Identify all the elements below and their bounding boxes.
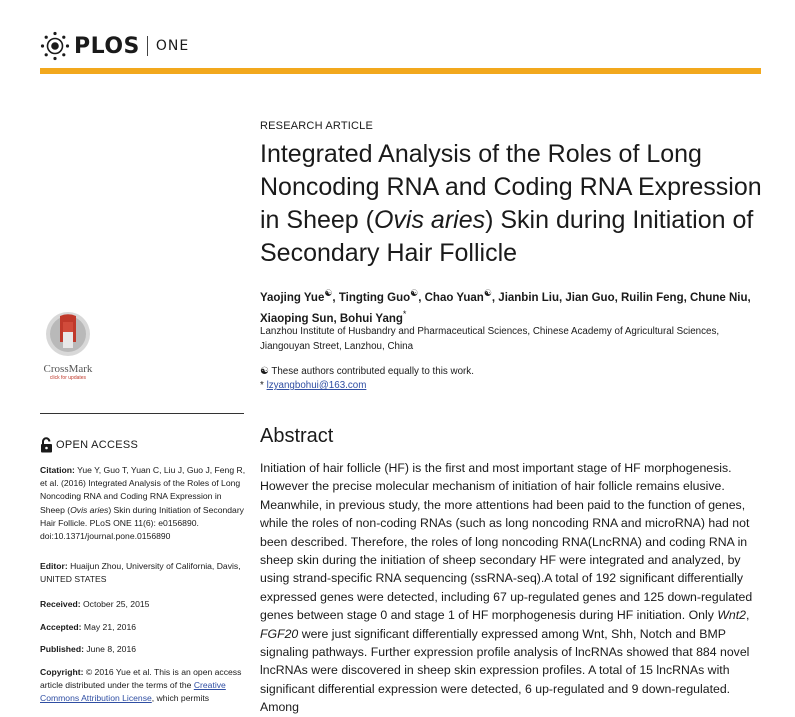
- copyright-text: © 2016 Yue et al. This is an open access article distributed under the terms of the: [40, 667, 242, 691]
- open-access-badge: [40, 437, 138, 453]
- title-part1: Integrated Analysis of the Roles of Long Noncoding RNA and Coding RNA Expression in Sheep (: [260, 140, 762, 234]
- title-species: Ovis aries: [373, 206, 486, 234]
- author-name[interactable]: Chune Niu: [689, 291, 748, 304]
- author-separator: ,: [683, 291, 690, 304]
- author-separator: ,: [614, 291, 621, 304]
- received-date: [40, 598, 246, 611]
- author-mark: ☯: [483, 288, 492, 298]
- contribution-note: [260, 364, 474, 379]
- author-name[interactable]: Chao Yuan: [424, 291, 484, 304]
- gene-wnt2: Wnt2: [717, 608, 747, 623]
- citation-label: Citation:: [40, 465, 75, 475]
- published-date: [40, 643, 246, 656]
- contrib-symbol: ☯: [260, 366, 269, 377]
- corresponding-author: [260, 378, 366, 393]
- author-list: [260, 285, 765, 327]
- citation-text-end: ) Skin during Initiation of Secondary Hair Follicle. PLoS ONE 11(6): e0156890. doi:10.1371/journal.pone.0156890: [40, 504, 244, 542]
- editor: [40, 560, 246, 586]
- accepted-text: May 21, 2016: [81, 622, 137, 632]
- accepted-label: Accepted:: [40, 622, 82, 632]
- copyright-text-end: , which permits: [151, 693, 210, 704]
- citation-species: Ovis aries: [70, 504, 109, 515]
- crossmark-label: CrossMark: [43, 363, 93, 375]
- citation-text: Yue Y, Guo T, Yuan C, Liu J, Guo J, Feng R, et al. (2016) Integrated Analysis of the Roles of Long Noncoding RNA and Coding RNA Expression in Sheep (: [40, 465, 246, 515]
- author-mark: ☯: [324, 288, 333, 298]
- citation: [40, 464, 246, 543]
- accepted-date: [40, 621, 246, 634]
- plos-sun-icon: [40, 31, 70, 61]
- open-lock-icon: [40, 437, 53, 453]
- open-access-label: OPEN ACCESS: [56, 439, 139, 451]
- author-name[interactable]: Jianbin Liu: [498, 291, 559, 304]
- crossmark-icon: [43, 310, 93, 358]
- corr-email-link[interactable]: lzyangbohui@163.com: [266, 380, 367, 391]
- author-name[interactable]: Tingting Guo: [338, 291, 411, 304]
- editor-label: Editor:: [40, 561, 68, 571]
- contrib-text: These authors contributed equally to this work.: [271, 366, 474, 377]
- gene-fgf20: FGF20: [260, 626, 299, 641]
- author-name[interactable]: Yaojing Yue: [260, 291, 325, 304]
- author-separator: ,: [418, 291, 425, 304]
- author-separator: ,: [332, 291, 339, 304]
- author-separator: ,: [559, 291, 566, 304]
- copyright-label: Copyright:: [40, 667, 84, 677]
- author-name[interactable]: Jian Guo: [565, 291, 615, 304]
- author-name[interactable]: Bohui Yang: [339, 312, 403, 325]
- received-label: Received:: [40, 599, 81, 609]
- journal-name: PLOS: [74, 33, 140, 59]
- title-part2: ) Skin during Initiation of Secondary Hair Follicle: [260, 206, 754, 267]
- author-name[interactable]: Ruilin Feng: [620, 291, 684, 304]
- gene-separator: ,: [746, 608, 750, 623]
- abstract-heading: Abstract: [260, 425, 334, 447]
- article-type: RESEARCH ARTICLE: [260, 120, 374, 132]
- published-text: June 8, 2016: [83, 644, 137, 654]
- author-mark: ☯: [410, 288, 419, 298]
- abstract-part2: were just significant differentially expressed among Wnt, Shh, Notch and BMP signaling pathways. Further expression profile analysis of lncRNAs showed that 884 novel lncRNAs were discovered in sheep skin expression profiles. A total of 15 lncRNAs with significant differential expression were detected, 6 up-regulated and 9 down-regulated. Among: [260, 626, 750, 715]
- journal-sub: ONE: [155, 38, 190, 54]
- abstract-part1: Initiation of hair follicle (HF) is the first and most important stage of HF morphogenesis. However the precise molecular mechanism of initiation of hair follicle remains elusive. Meanwhile, in previous study, the more attentions had been paid to the function of genes, while the roles of non-coding RNAs (such as long noncoding RNA and microRNA) had not been described. Therefore, the roles of long noncoding RNA(LncRNA) and coding RNA in sheep skin during the initiation of sheep secondary HF were integrated and analyzed, by using strand-specific RNA sequencing (ssRNA-seq).A total of 192 significant differentially expressed genes were detected, including 67 up-regulated genes and 125 down-regulated genes between stage 0 and stage 1 of HF morphogenesis during HF initiation. Only: [260, 461, 753, 623]
- author-name[interactable]: Xiaoping Sun: [260, 312, 334, 325]
- affiliation: Lanzhou Institute of Husbandry and Pharmaceutical Sciences, Chinese Academy of Agricultural Sciences, Jiangouyan Street, Lanzhou, China: [260, 326, 720, 352]
- logo-divider: [147, 36, 148, 56]
- editor-text: Huaijun Zhou, University of California, Davis, UNITED STATES: [40, 561, 241, 585]
- crossmark-badge[interactable]: [40, 310, 96, 381]
- published-label: Published:: [40, 644, 84, 654]
- article-title: [260, 138, 770, 270]
- author-separator: ,: [333, 312, 340, 325]
- corr-symbol: *: [260, 380, 264, 391]
- crossmark-sublabel: click for updates: [49, 375, 87, 381]
- abstract-text: [260, 459, 760, 717]
- author-separator: ,: [491, 291, 499, 304]
- sidebar-divider: [40, 413, 244, 414]
- author-separator: ,: [747, 291, 751, 304]
- header-accent-bar: [40, 68, 761, 74]
- plos-one-logo[interactable]: [40, 30, 189, 62]
- received-text: October 25, 2015: [80, 599, 150, 609]
- author-mark: *: [402, 308, 407, 319]
- license-link[interactable]: Creative Commons Attribution License: [40, 680, 226, 704]
